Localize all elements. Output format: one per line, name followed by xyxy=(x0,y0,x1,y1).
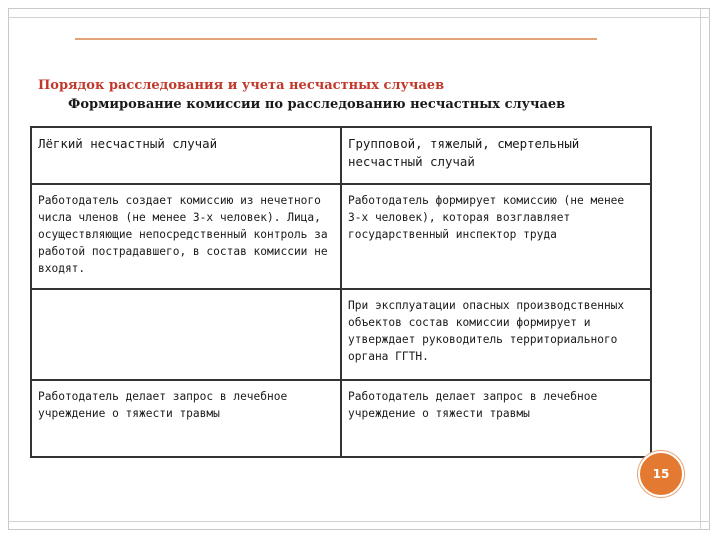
cell-severe-commission: Работодатель формирует комиссию (не менее 3-х человек), которая возглавляет государственный инспектор труда xyxy=(341,184,651,289)
slide-frame-right-rule xyxy=(700,8,710,530)
table-header-row xyxy=(31,127,651,184)
table-row xyxy=(31,184,651,289)
page-number-badge: 15 xyxy=(638,451,684,497)
slide-title: Порядок расследования и учета несчастных случаев xyxy=(38,78,445,93)
cell-hazardous-objects: При эксплуатации опасных производственных объектов состав комиссии формирует и утверждает руководитель территориального органа ГГТН. xyxy=(341,289,651,380)
cell-light-commission: Работодатель создает комиссию из нечетного числа членов (не менее 3-х человек). Лица, осуществляющие непосредственный контроль за работой пострадавшего, в состав комиссии не входят. xyxy=(31,184,341,289)
cell-severe-medical-request: Работодатель делает запрос в лечебное учреждение о тяжести травмы xyxy=(341,380,651,457)
table-row xyxy=(31,380,651,457)
slide-subtitle: Формирование комиссии по расследованию несчастных случаев xyxy=(68,97,566,112)
cell-light-medical-request: Работодатель делает запрос в лечебное учреждение о тяжести травмы xyxy=(31,380,341,457)
table-row xyxy=(31,289,651,380)
header-cell-light: Лёгкий несчастный случай xyxy=(31,127,341,184)
commission-table xyxy=(30,126,652,458)
title-accent-line xyxy=(75,38,597,40)
slide-frame-top-rule xyxy=(8,8,710,18)
header-cell-severe: Групповой, тяжелый, смертельный несчастный случай xyxy=(341,127,651,184)
slide-frame-bottom-rule xyxy=(8,521,710,530)
cell-empty xyxy=(31,289,341,380)
